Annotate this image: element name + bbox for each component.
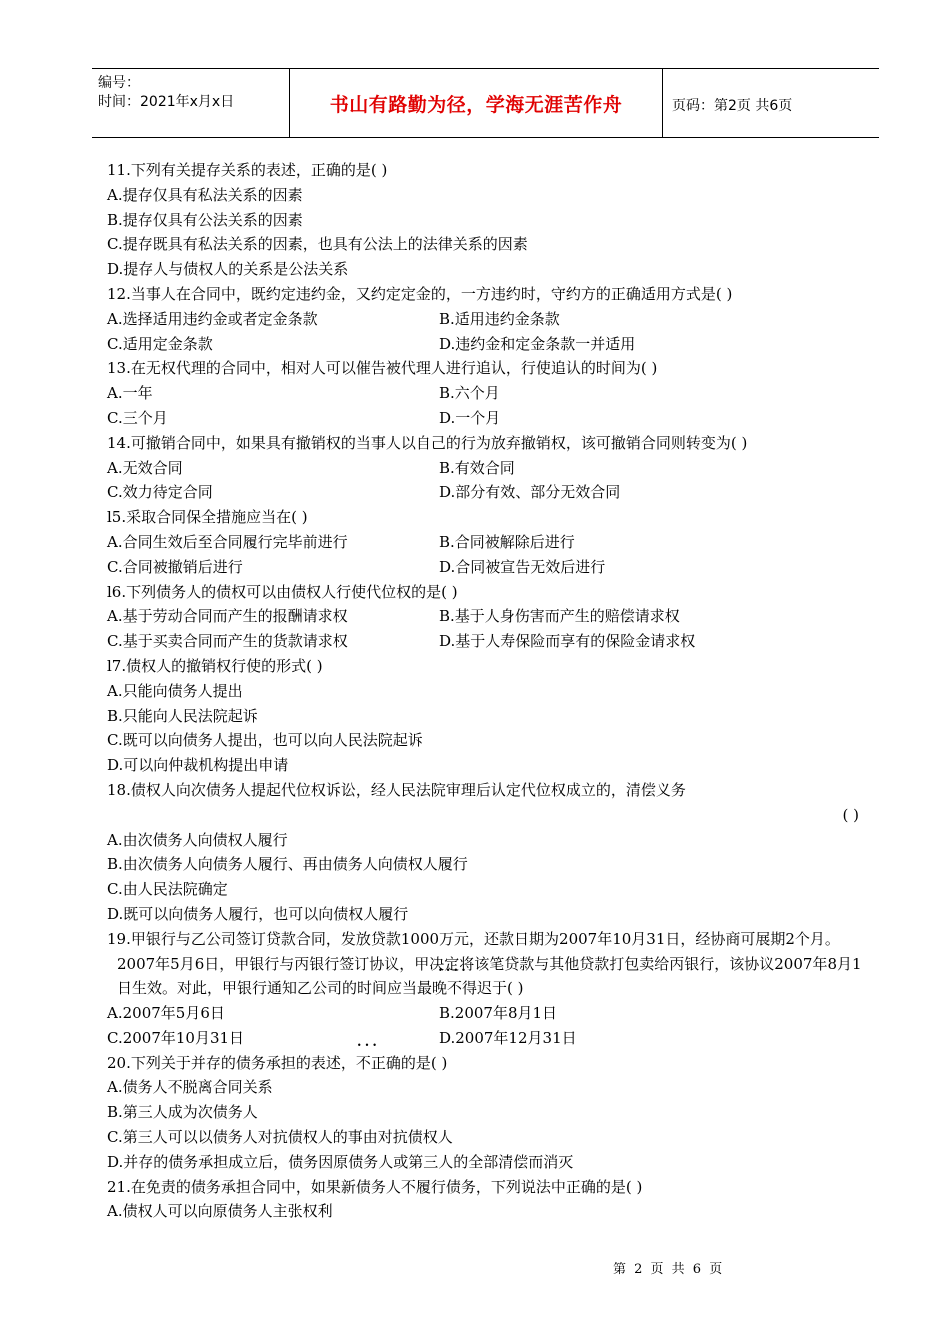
option: C.效力待定合同 — [107, 483, 213, 502]
option: D.一个月 — [439, 408, 501, 427]
question-stem — [107, 1051, 867, 1076]
option-row — [107, 456, 867, 481]
question-stem: l7.债权人的撤销权行使的形式( ) — [107, 656, 323, 675]
question-stem — [107, 927, 867, 1001]
question-stem: 14.可撤销合同中，如果具有撤销权的当事人以自己的行为放弃撤销权，该可撤销合同则转变为( ) — [107, 433, 748, 452]
header-motto: 书山有路勤为径，学海无涯苦作舟 — [329, 93, 623, 116]
option-row — [107, 381, 867, 406]
option: B.合同被解除后进行 — [439, 532, 575, 551]
option: B.有效合同 — [439, 458, 515, 477]
option: A.2007年5月6日 — [107, 1004, 225, 1023]
stem-text: 20.下列关于并存的债务承担的表述， — [107, 1053, 356, 1072]
header-meta — [98, 74, 234, 112]
option: A.基于劳动合同而产生的报酬请求权 — [107, 607, 348, 626]
option: B.六个月 — [439, 384, 500, 403]
option: C.由人民法院确定 — [107, 880, 228, 899]
question-list — [107, 158, 867, 1224]
option-row — [107, 332, 867, 357]
option: B.第三人成为次债务人 — [107, 1103, 258, 1122]
option: A.选择适用违约金或者定金条款 — [107, 309, 318, 328]
stem-text: ( ) — [507, 979, 524, 998]
answer-paren: ( ) — [842, 805, 859, 824]
time-label: 时间：2021年x月x日 — [98, 94, 235, 110]
option: B.提存仅具有公法关系的因素 — [107, 210, 303, 229]
option: D.违约金和定金条款一并适用 — [439, 334, 636, 353]
question-stem: 13.在无权代理的合同中，相对人可以催告被代理人进行追认，行使追认的时间为( ) — [107, 359, 658, 378]
page-footer: 第 2 页 共 6 页 — [613, 1262, 725, 1277]
option: D.合同被宣告无效后进行 — [439, 557, 606, 576]
option: B.只能向人民法院起诉 — [107, 706, 258, 725]
option: C.合同被撤销后进行 — [107, 557, 243, 576]
question-stem: l6.下列债务人的债权可以由债权人行使代位权的是( ) — [107, 582, 458, 601]
option: B.由次债务人向债务人履行、再由债务人向债权人履行 — [107, 855, 468, 874]
option: A.提存仅具有私法关系的因素 — [107, 185, 303, 204]
option-row — [107, 604, 867, 629]
option: D.既可以向债务人履行，也可以向债权人履行 — [107, 904, 409, 923]
option: D.并存的债务承担成立后，债务因原债务人或第三人的全部清偿而消灭 — [107, 1152, 574, 1171]
option-row — [107, 480, 867, 505]
option: D.基于人寿保险而享有的保险金请求权 — [439, 632, 696, 651]
option-row — [107, 1001, 867, 1026]
question-stem: 18.债权人向次债务人提起代位权诉讼，经人民法院审理后认定代位权成立的，清偿义务 — [107, 780, 686, 799]
question-stem: 11.下列有关提存关系的表述，正确的是( ) — [107, 161, 388, 179]
option: A.债权人可以向原债务人主张权利 — [107, 1202, 333, 1221]
option: C.基于买卖合同而产生的货款请求权 — [107, 632, 348, 651]
option: B.2007年8月1日 — [439, 1004, 558, 1023]
option: D.2007年12月31日 — [439, 1028, 577, 1047]
stem-text: 19.甲银行与乙公司签订贷款合同，发放贷款1000万元，还款日期为2007年10月31日，经协商可展期2个月。2007年5月6日，甲银行与丙银行签订协议，甲决定将该笔贷款与其他贷款打包卖给丙银行，该协议2007年8月1日生效。对此，甲银行通知乙公司的时间应当最晚 — [107, 929, 862, 998]
option: C.第三人可以以债务人对抗债权人的事由对抗债权人 — [107, 1128, 453, 1147]
stem-text: 的是( ) — [400, 1053, 448, 1072]
question-stem: 12.当事人在合同中，既约定违约金，又约定定金的，一方违约时，守约方的正确适用方式是( ) — [107, 284, 733, 303]
option: A.债务人不脱离合同关系 — [107, 1078, 273, 1097]
option-row — [107, 555, 867, 580]
option: D.提存人与债权人的关系是公法关系 — [107, 260, 349, 279]
header-page-info: 页码：第2页 共6页 — [672, 98, 793, 114]
option: C.适用定金条款 — [107, 334, 213, 353]
option-row — [107, 1026, 867, 1051]
page-header — [92, 68, 879, 138]
option: D.部分有效、部分无效合同 — [439, 483, 621, 502]
option: C.三个月 — [107, 408, 168, 427]
option: B.适用违约金条款 — [439, 309, 560, 328]
option-row — [107, 406, 867, 431]
option-row — [107, 629, 867, 654]
option: C.既可以向债务人提出，也可以向人民法院起诉 — [107, 731, 423, 750]
option: A.一年 — [107, 384, 153, 403]
option: A.由次债务人向债权人履行 — [107, 830, 288, 849]
option: A.无效合同 — [107, 458, 183, 477]
option-row — [107, 530, 867, 555]
option: D.可以向仲裁机构提出申请 — [107, 756, 289, 775]
header-divider — [662, 69, 663, 137]
option-row — [107, 307, 867, 332]
option: A.只能向债务人提出 — [107, 681, 243, 700]
question-stem: 21.在免责的债务承担合同中，如果新债务人不履行债务，下列说法中正确的是( ) — [107, 1177, 643, 1196]
emphasis-text: •••• 不得迟于 — [447, 979, 507, 997]
emphasis-text: ••• 不正确 — [356, 1054, 401, 1072]
question-stem: l5.采取合同保全措施应当在( ) — [107, 508, 308, 527]
option: A.合同生效后至合同履行完毕前进行 — [107, 532, 348, 551]
option: B.基于人身伤害而产生的赔偿请求权 — [439, 607, 680, 626]
option: C.2007年10月31日 — [107, 1028, 245, 1047]
code-label: 编号： — [98, 75, 140, 91]
option: C.提存既具有私法关系的因素，也具有公法上的法律关系的因素 — [107, 235, 528, 254]
